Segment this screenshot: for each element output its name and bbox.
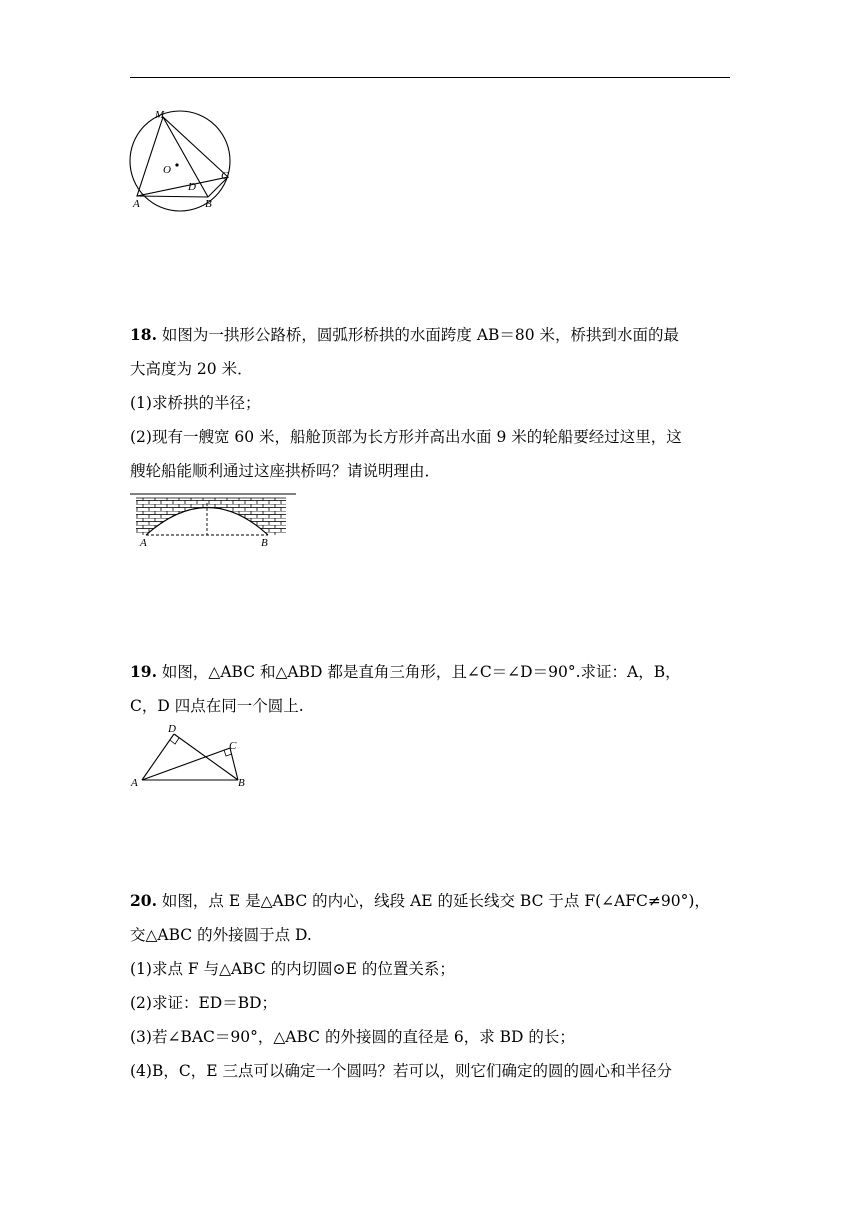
question-18 xyxy=(130,318,730,488)
label-a: A xyxy=(133,198,140,210)
question-number: 20. xyxy=(130,891,157,910)
label-b: B xyxy=(205,198,212,210)
sub-question-4: (4)B，C，E 三点可以确定一个圆吗？若可以，则它们确定的圆的圆心和半径分 xyxy=(130,1062,672,1080)
sub-question-2-cont: 艘轮船能顺利通过这座拱桥吗？请说明理由． xyxy=(130,462,441,480)
question-text: 交△ABC 的外接圆于点 D. xyxy=(130,926,312,944)
label-c: C xyxy=(221,170,229,182)
sub-question-1: (1)求桥拱的半径； xyxy=(130,394,261,412)
question-number: 19. xyxy=(130,662,157,681)
label-b: B xyxy=(238,777,245,788)
label-c: C xyxy=(229,740,237,752)
sub-question-1: (1)求点 F 与△ABC 的内切圆⊙E 的位置关系； xyxy=(130,960,455,978)
label-b: B xyxy=(261,537,268,549)
label-d: D xyxy=(168,723,176,735)
right-angle-d xyxy=(170,738,179,744)
sub-question-3: (3)若∠BAC＝90°，△ABC 的外接圆的直径是 6，求 BD 的长； xyxy=(130,1028,575,1046)
triangle-mac xyxy=(137,117,228,196)
sub-question-2: (2)现有一艘宽 60 米，船舱顶部为长方形并高出水面 9 米的轮船要经过这里，这 xyxy=(130,428,682,446)
label-d: D xyxy=(188,181,196,193)
question-text: 如图为一拱形公路桥，圆弧形桥拱的水面跨度 AB＝80 米，桥拱到水面的最 xyxy=(156,326,680,344)
sub-question-2: (2)求证：ED＝BD； xyxy=(130,994,278,1012)
question-text: 如图，△ABC 和△ABD 都是直角三角形，且∠C＝∠D＝90°.求证：A，B， xyxy=(156,663,681,681)
line-ab xyxy=(137,196,208,197)
bridge-figure xyxy=(128,490,300,550)
center-dot xyxy=(175,163,178,166)
label-m: M xyxy=(155,109,165,121)
question-text: C，D 四点在同一个圆上. xyxy=(130,697,304,715)
question-20 xyxy=(130,884,730,1088)
line-mb xyxy=(163,117,208,197)
label-a: A xyxy=(131,777,138,788)
question-text: 大高度为 20 米． xyxy=(130,360,253,378)
question-text: 如图，点 E 是△ABC 的内心，线段 AE 的延长线交 BC 于点 F(∠AFC≠90°)， xyxy=(156,892,710,910)
right-triangles-figure xyxy=(128,722,252,788)
label-a: A xyxy=(140,537,147,549)
header-rule xyxy=(130,77,730,78)
circle-figure-17 xyxy=(124,106,244,212)
brick-wall xyxy=(136,498,286,536)
question-19 xyxy=(130,655,730,723)
label-o: O xyxy=(163,164,171,176)
question-number: 18. xyxy=(130,325,157,344)
